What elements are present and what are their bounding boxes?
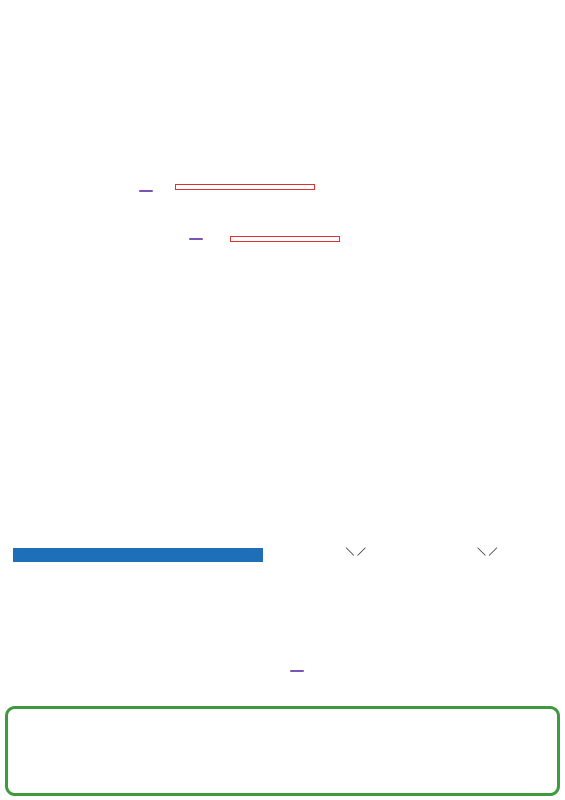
point-theme-box bbox=[230, 236, 340, 242]
point-tag bbox=[139, 190, 153, 192]
hr-voice-heading: ＼ ／ bbox=[345, 548, 366, 558]
voices-section bbox=[290, 546, 553, 558]
point-tag bbox=[189, 238, 203, 240]
special-price-box bbox=[13, 548, 263, 562]
point-tag bbox=[290, 670, 304, 672]
price-title bbox=[13, 548, 263, 562]
point-channel-box bbox=[175, 184, 315, 190]
footer-box bbox=[5, 706, 560, 796]
employee-voice-heading: ＼ ／ bbox=[477, 548, 498, 558]
